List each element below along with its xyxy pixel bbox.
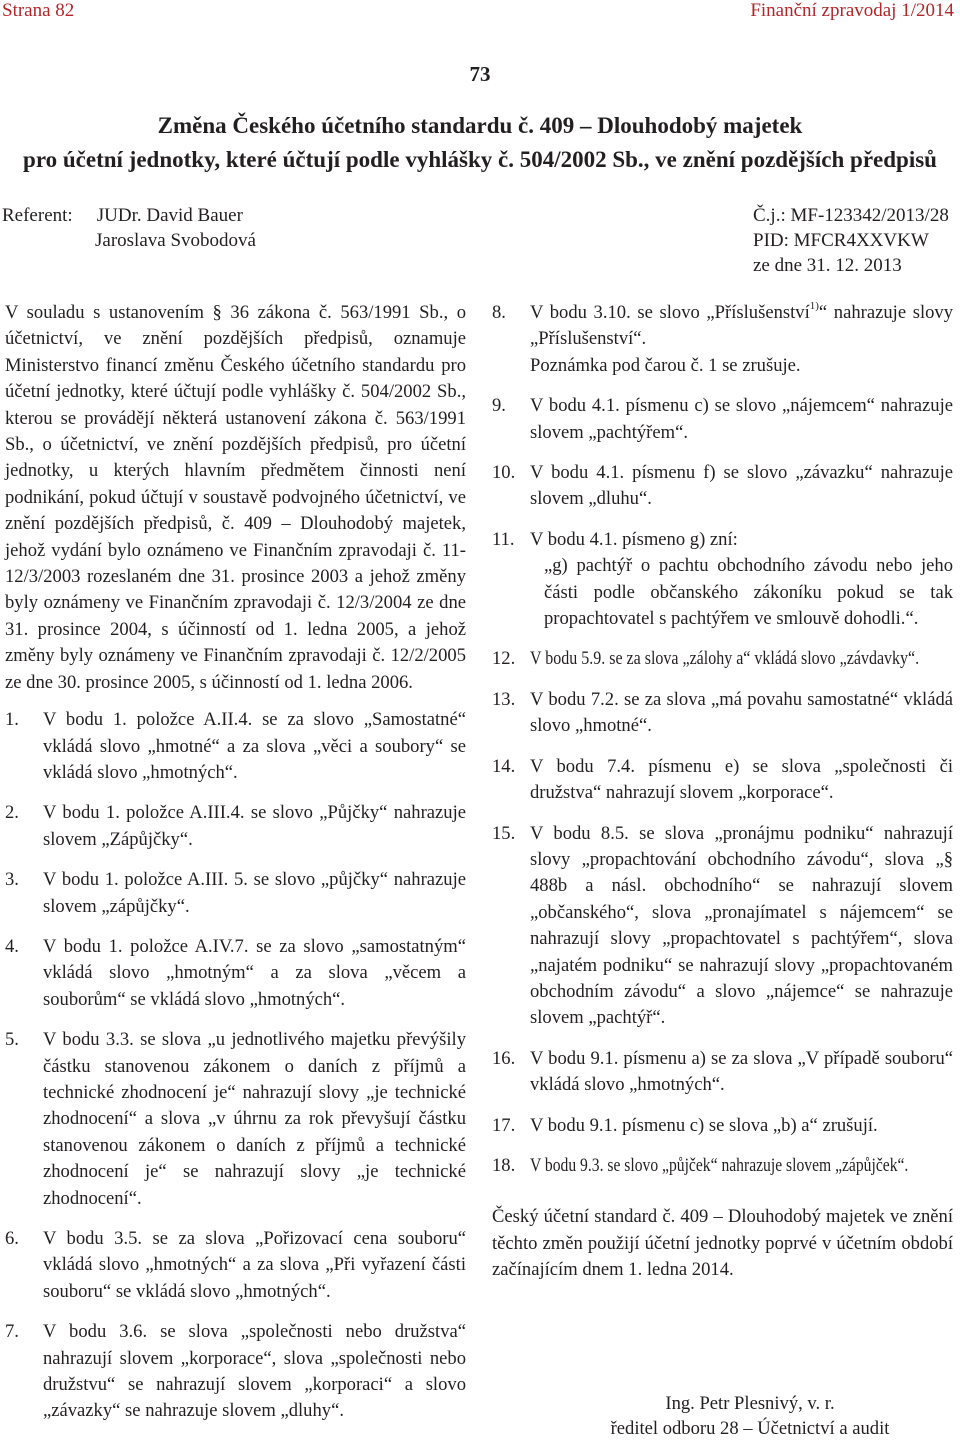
item-note: Poznámka pod čarou č. 1 se zrušuje. (530, 354, 801, 376)
item-number: 5. (5, 1029, 19, 1051)
item-text: V bodu 4.1. písmeno g) zní: (530, 528, 738, 550)
item-text: V bodu 3.6. se slova „společnosti nebo družstva“ nahrazují slovem „korporace“, slova „společnosti nebo družstvu“ se nahrazují slovem „korporaci“ a slovo „závazky“ se nahrazuje slovem „dluhy“. (43, 1321, 466, 1422)
list-item (492, 821, 953, 1032)
item-number: 18. (492, 1154, 516, 1176)
item-number: 1. (5, 709, 19, 731)
list-item (492, 300, 953, 379)
list-item (492, 527, 953, 633)
left-column (5, 300, 466, 1425)
list-item (5, 934, 466, 1013)
item-text: V bodu 9.1. písmenu a) se za slova „V případě souboru“ vkládá slovo „hmotných“. (530, 1047, 953, 1096)
item-text: V bodu 7.4. písmenu e) se slova „společnosti či družstva“ nahrazují slovem „korporace“. (530, 755, 953, 804)
reference-ids (753, 203, 949, 278)
item-text: V bodu 8.5. se slova „pronájmu podniku“ nahrazují slovy „propachtování obchodního závodu“, slova „§ 488b a násl. obchodního“ se nahrazují slovem „občanského“, slova „pronajímatel s nájemcem“ se nahrazují slovy „propachtovatel s pachtýřem“, slova „najatém podniku“ se nahrazují slovy „propachtovaném obchodním závodu“ a slovo „nájemce“ se nahrazuje slovem „pachtýř“. (530, 822, 953, 1029)
item-text: V bodu 1. položce A.II.4. se za slovo „Samostatné“ vkládá slovo „hmotné“ a za slova „věci a soubory“ se vkládá slovo „hmotných“. (43, 709, 466, 783)
item-text: V bodu 3.10. se slovo „Příslušenství (530, 302, 810, 323)
title-line-2: pro účetní jednotky, které účtují podle vyhlášky č. 504/2002 Sb., ve znění pozdějších předpisů (23, 147, 937, 172)
reference-cj: Č.j.: MF-123342/2013/28 (753, 205, 949, 226)
item-text: V bodu 3.3. se slova „u jednotlivého majetku převýšily částku stanovenou zákonem o daních z příjmů a technické zhodnocení je“ nahrazují slovy „je technické zhodnocení“ a slova „v úhrnu za rok převyšují částku stanovenou zákonem o daních z příjmů a technické zhodnocení je“ se nahrazují slovy „je technické zhodnocení“. (43, 1029, 466, 1209)
item-text: V bodu 1. položce A.IV.7. se za slovo „samostatným“ vkládá slovo „hmotným“ a za slova „věcem a souborům“ se vkládá slovo „hmotných“. (43, 935, 466, 1010)
item-text-continued: “ nahrazuje slovy „Příslušenství“. (530, 302, 954, 350)
item-number: 10. (492, 462, 516, 484)
publication-title: Finanční zpravodaj 1/2014 (750, 0, 954, 21)
signatory-name: Ing. Petr Plesnivý, v. r. (665, 1393, 835, 1414)
list-item (5, 707, 466, 786)
list-item (492, 646, 953, 672)
list-item (5, 1319, 466, 1425)
list-item (5, 1226, 466, 1305)
item-number: 13. (492, 688, 516, 710)
item-text: V bodu 1. položce A.III.4. se slovo „Půjčky“ nahrazuje slovem „Zápůjčky“. (43, 802, 466, 850)
item-quote: „g) pachtýř o pachtu obchodního závodu nebo jeho části podle občanského zákoníku pokud se tak propachtovatel s pachtýřem ve smlouvě dohodli.“. (544, 555, 953, 630)
footnote-mark: 1) (809, 299, 819, 312)
item-number: 16. (492, 1047, 516, 1069)
item-number: 9. (492, 395, 506, 417)
item-number: 4. (5, 935, 19, 957)
item-text: V bodu 3.5. se za slova „Pořizovací cena souboru“ vkládá slovo „hmotných“ a za slova „Při vyřazení části souboru“ se vkládá slovo „hmotných“. (43, 1228, 466, 1302)
item-text: V bodu 9.3. se slovo „půjček“ nahrazuje slovem „zápůjček“. (530, 1154, 909, 1176)
title-line-1: Změna Českého účetního standardu č. 409 – Dlouhodobý majetek (157, 113, 803, 138)
item-text: V bodu 7.2. se za slova „má povahu samostatné“ vkládá slovo „hmotné“. (530, 688, 953, 737)
signatory-role: ředitel odboru 28 – Účetnictví a audit (610, 1418, 890, 1439)
document-title (0, 109, 960, 177)
page-number: Strana 82 (2, 0, 75, 21)
item-number: 7. (5, 1321, 19, 1343)
item-number: 14. (492, 755, 516, 777)
item-text: V bodu 4.1. písmenu f) se slovo „závazku“ nahrazuje slovem „dluhu“. (530, 462, 953, 510)
list-item (492, 393, 953, 446)
item-text: V bodu 5.9. se za slova „zálohy a“ vkládá slovo „závdavky“. (530, 648, 920, 670)
item-number: 17. (492, 1114, 516, 1136)
reference-pid: PID: MFCR4XXVKW (753, 230, 929, 251)
item-number: 8. (492, 302, 506, 323)
list-item (492, 754, 953, 807)
intro-paragraph: V souladu s ustanovením § 36 zákona č. 563/1991 Sb., o účetnictví, ve znění pozdějších předpisů, oznamuje Ministerstvo financí změnu Českého účetního standardu pro účetní jednotky, které účtují podle vyhlášky č. 504/2002 Sb., kterou se provádějí některá ustanovení zákona č. 563/1991 Sb., o účetnictví, ve znění pozdějších předpisů, pro účetní jednotky, u kterých hlavním předmětem činnosti není podnikání, pokud účtují v soustavě podvojného účetnictví, ve znění pozdějších předpisů, č. 409 – Dlouhodobý majetek, jehož vydání bylo oznámeno ve Finančním zpravodaji č. 11-12/3/2003 rozeslaném dne 31. prosince 2003 a jehož změny byly oznámeny ve Finančním zpravodaji č. 12/3/2004 ze dne 31. prosince 2004, s účinností od 1. ledna 2005, a jehož změny byly oznámeny ve Finančním zpravodaji č. 12/2/2005 ze dne 30. prosince 2005, s účinností od 1. ledna 2006. (5, 302, 466, 693)
item-number: 3. (5, 869, 19, 891)
list-item (5, 1027, 466, 1212)
reference-date: ze dne 31. 12. 2013 (753, 255, 902, 276)
referent-label: Referent: (2, 205, 73, 226)
list-item (492, 1113, 953, 1139)
list-item (492, 460, 953, 513)
item-text: V bodu 4.1. písmenu c) se slovo „nájemcem“ nahrazuje slovem „pachtýřem“. (530, 395, 953, 443)
document-number: 73 (469, 62, 491, 86)
item-text: V bodu 9.1. písmenu c) se slova „b) a“ zrušují. (530, 1114, 878, 1136)
referent-name-2: Jaroslava Svobodová (95, 230, 256, 251)
signature-block (545, 1391, 955, 1441)
item-number: 6. (5, 1228, 19, 1249)
list-item (492, 687, 953, 740)
item-text: V bodu 1. položce A.III. 5. se slovo „půjčky“ nahrazuje slovem „zápůjčky“. (43, 869, 466, 917)
referents (2, 203, 256, 253)
list-item (492, 1153, 953, 1179)
list-item (5, 867, 466, 920)
running-header (2, 0, 954, 24)
closing-paragraph: Český účetní standard č. 409 – Dlouhodobý majetek ve znění těchto změn použijí účetní jednotky poprvé v účetním období začínajícím dnem 1. ledna 2014. (492, 1206, 953, 1281)
item-number: 12. (492, 648, 516, 670)
item-number: 11. (492, 528, 515, 550)
referent-name-1: JUDr. David Bauer (96, 205, 243, 226)
list-item (492, 1046, 953, 1099)
item-number: 2. (5, 802, 19, 824)
list-item (5, 800, 466, 853)
item-number: 15. (492, 822, 516, 844)
right-column (492, 300, 953, 1284)
